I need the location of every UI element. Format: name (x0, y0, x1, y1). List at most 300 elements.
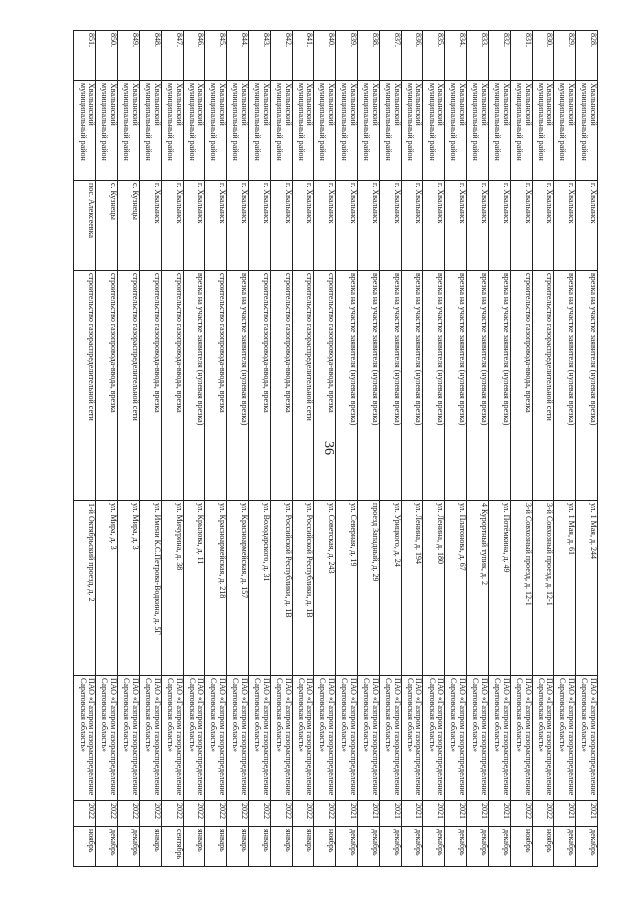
month-cell (118, 827, 140, 867)
table-row (336, 31, 358, 867)
address-cell-text: ул. Мира, д. 3 (109, 503, 119, 550)
address-cell-text: 3-й Совхозный проезд, д. 12-1 (523, 503, 533, 606)
row-number-text: 845. (218, 33, 228, 47)
row-number (423, 31, 445, 81)
address-cell-text: ул. Ленина, д. 180 (436, 503, 446, 565)
row-number-text: 832. (501, 33, 511, 47)
locality-cell (314, 181, 336, 271)
address-cell (314, 501, 336, 676)
work-type-cell (270, 271, 292, 501)
district-cell (205, 81, 227, 181)
address-cell-text: проезд Западный, д. 29 (370, 503, 380, 582)
table-row (467, 31, 489, 867)
month-cell-text: ноябрь (523, 829, 533, 853)
work-type-cell-text: врезка на участке заявителя (нулевая врезка) (589, 273, 598, 426)
locality-cell-text: г. Хвалынск (501, 183, 511, 224)
work-type-cell-text: врезка на участке заявителя (нулевая врезка) (370, 273, 380, 426)
work-type-cell-text: строительство газораспределительной сети (545, 273, 555, 421)
district-cell-text: Хвалынский муниципальный район (296, 83, 315, 161)
table-row (139, 31, 161, 867)
work-type-cell (445, 271, 467, 501)
month-cell (554, 827, 576, 867)
locality-cell (336, 181, 358, 271)
district-cell-text: Хвалынский муниципальный район (471, 83, 489, 161)
district-cell-text: Хвалынский муниципальный район (405, 83, 424, 161)
month-cell-text: декабрь (589, 829, 598, 856)
work-type-cell-text: врезка на участке заявителя (нулевая врезка) (458, 273, 468, 426)
month-cell-text: январь (261, 829, 271, 852)
district-cell-text: Хвалынский муниципальный район (209, 83, 228, 161)
company-cell (227, 676, 249, 801)
district-cell (161, 81, 183, 181)
locality-cell (379, 181, 401, 271)
row-number-text: 843. (261, 33, 271, 47)
district-cell (576, 81, 598, 181)
address-cell-text: ул. Северная, д. 19 (349, 503, 359, 567)
locality-cell (576, 181, 598, 271)
month-cell (488, 827, 510, 867)
address-cell-text: ул. Крылова, д. 11 (196, 503, 206, 565)
district-cell-text: Хвалынский муниципальный район (122, 83, 140, 161)
year-cell (183, 801, 205, 827)
month-cell (292, 827, 314, 867)
locality-cell (532, 181, 554, 271)
locality-cell (227, 181, 249, 271)
locality-cell-text: г. Хвалынск (305, 183, 315, 224)
row-number-text: 850. (109, 33, 119, 47)
work-type-cell (510, 271, 532, 501)
year-cell (532, 801, 554, 827)
district-cell-text: Хвалынский муниципальный район (231, 83, 249, 161)
year-cell (227, 801, 249, 827)
locality-cell (445, 181, 467, 271)
year-cell-text: 2021 (567, 803, 577, 819)
district-cell-text: Хвалынский муниципальный район (165, 83, 184, 161)
district-cell-text: Хвалынский муниципальный район (383, 83, 402, 161)
month-cell-text: декабрь (349, 829, 359, 856)
address-cell-text: 4 Курортный тупик, д. 2 (479, 503, 489, 585)
table-row (292, 31, 314, 867)
table-row (488, 31, 510, 867)
company-cell-text: ПАО «Газпром газораспределение Саратовская область» (427, 678, 446, 796)
work-type-cell-text: строительство газопровода-ввода, врезка (152, 273, 162, 413)
company-cell (96, 676, 118, 801)
company-cell-text: ПАО «Газпром газораспределение Саратовская область» (318, 678, 337, 796)
year-cell (292, 801, 314, 827)
address-cell-text: ул. Красноармейская, д. 157 (240, 503, 249, 599)
year-cell (314, 801, 336, 827)
address-cell-text: ул. Мира, д. 3 (130, 503, 140, 550)
locality-cell-text: г. Хвалынск (458, 183, 468, 224)
address-cell (249, 501, 271, 676)
locality-cell (118, 181, 140, 271)
district-cell-text: Хвалынский муниципальный район (100, 83, 119, 161)
month-cell (139, 827, 161, 867)
row-number-text: 848. (152, 33, 162, 47)
locality-cell (292, 181, 314, 271)
month-cell-text: январь (218, 829, 228, 852)
work-type-cell (554, 271, 576, 501)
row-number-text: 846. (196, 33, 206, 47)
locality-cell (358, 181, 380, 271)
table-row (118, 31, 140, 867)
month-cell-text: декабрь (458, 829, 468, 856)
address-cell-text: ул. Советская, д. 243 (327, 503, 337, 574)
year-cell-text: 2021 (589, 803, 598, 819)
work-type-cell (139, 271, 161, 501)
work-type-cell-text: строительство газопровода-ввода, врезка (261, 273, 271, 413)
year-cell (379, 801, 401, 827)
company-cell-text: ПАО «Газпром газораспределение Саратовская область» (231, 678, 249, 796)
table-row (270, 31, 292, 867)
year-cell-text: 2022 (523, 803, 533, 819)
locality-cell (401, 181, 423, 271)
company-cell (488, 676, 510, 801)
year-cell-text: 2022 (218, 803, 228, 819)
year-cell (510, 801, 532, 827)
year-cell-text: 2022 (545, 803, 555, 819)
year-cell (270, 801, 292, 827)
month-cell-text: январь (240, 829, 249, 852)
month-cell-text: январь (283, 829, 293, 852)
locality-cell (423, 181, 445, 271)
month-cell (379, 827, 401, 867)
company-cell-text: ПАО «Газпром газораспределение Саратовская область» (165, 678, 184, 796)
month-cell (336, 827, 358, 867)
row-number-text: 834. (458, 33, 468, 47)
work-type-cell-text: врезка на участке заявителя (нулевая врезка) (349, 273, 359, 426)
month-cell (510, 827, 532, 867)
table-row (183, 31, 205, 867)
address-cell-text: ул. 1 Мая, д. 61 (567, 503, 577, 556)
locality-cell (467, 181, 489, 271)
address-cell-text: 1-й Октябрьский проезд, д. 2 (87, 503, 97, 602)
work-type-cell (161, 271, 183, 501)
row-number (379, 31, 401, 81)
company-cell-text: ПАО «Газпром газораспределение Саратовская область» (122, 678, 140, 796)
work-type-cell-text: строительство газопровода-ввода, врезка (218, 273, 228, 413)
company-cell (205, 676, 227, 801)
year-cell-text: 2022 (305, 803, 315, 819)
work-type-cell (576, 271, 598, 501)
year-cell-text: 2022 (196, 803, 206, 819)
year-cell (74, 801, 96, 827)
district-cell (467, 81, 489, 181)
row-number-text: 841. (305, 33, 315, 47)
month-cell (227, 827, 249, 867)
company-cell (336, 676, 358, 801)
page-number: 36 (321, 441, 336, 455)
gasification-table (74, 30, 599, 867)
district-cell-text: Хвалынский муниципальный район (253, 83, 271, 161)
row-number (74, 31, 96, 81)
locality-cell-text: г. Хвалынск (261, 183, 271, 224)
month-cell (161, 827, 183, 867)
year-cell (423, 801, 445, 827)
table-row (423, 31, 445, 867)
month-cell-text: декабрь (414, 829, 424, 856)
month-cell (576, 827, 598, 867)
company-cell-text: ПАО «Газпром газораспределение Саратовская область» (580, 678, 598, 796)
locality-cell-text: г. Хвалынск (479, 183, 489, 224)
locality-cell-text: г. Хвалынск (240, 183, 249, 224)
row-number-text: 847. (174, 33, 184, 47)
month-cell-text: ноябрь (327, 829, 337, 853)
locality-cell-text: г. Хвалынск (327, 183, 337, 224)
month-cell (249, 827, 271, 867)
row-number (336, 31, 358, 81)
company-cell-text: ПАО «Газпром газораспределение Саратовская область» (143, 678, 162, 796)
company-cell-text: ПАО «Газпром газораспределение Саратовская область» (492, 678, 511, 796)
district-cell-text: Хвалынский муниципальный район (449, 83, 468, 161)
year-cell (488, 801, 510, 827)
month-cell (74, 827, 96, 867)
company-cell (576, 676, 598, 801)
year-cell-text: 2021 (392, 803, 402, 819)
row-number (532, 31, 554, 81)
locality-cell (510, 181, 532, 271)
row-number (227, 31, 249, 81)
year-cell (576, 801, 598, 827)
district-cell-text: Хвалынский муниципальный район (362, 83, 380, 161)
address-cell-text: 3-й Совхозный проезд, д. 12-1 (545, 503, 555, 606)
address-cell (292, 501, 314, 676)
company-cell-text: ПАО «Газпром газораспределение Саратовская область» (449, 678, 468, 796)
row-number-text: 829. (567, 33, 577, 47)
address-cell-text: ул. Володарского, д. 31 (261, 503, 271, 582)
address-cell (488, 501, 510, 676)
year-cell-text: 2022 (109, 803, 119, 819)
locality-cell-text: г. Хвалынск (545, 183, 555, 224)
company-cell (358, 676, 380, 801)
address-cell (205, 501, 227, 676)
company-cell (118, 676, 140, 801)
district-cell (270, 81, 292, 181)
month-cell (183, 827, 205, 867)
month-cell-text: январь (305, 829, 315, 852)
district-cell (423, 81, 445, 181)
year-cell-text: 2021 (501, 803, 511, 819)
company-cell-text: ПАО «Газпром газораспределение Саратовская область» (209, 678, 228, 796)
district-cell-text: Хвалынский муниципальный район (558, 83, 577, 161)
company-cell-text: ПАО «Газпром газораспределение Саратовская область» (78, 678, 97, 796)
table-row (314, 31, 336, 867)
company-cell-text: ПАО «Газпром газораспределение Саратовская область» (362, 678, 380, 796)
month-cell-text: сентябрь (174, 829, 184, 860)
work-type-cell (74, 271, 96, 501)
row-number-text: 833. (479, 33, 489, 47)
work-type-cell-text: строительство газопровода-ввода, врезка (109, 273, 119, 413)
locality-cell-text: г. Хвалынск (196, 183, 206, 224)
district-cell (401, 81, 423, 181)
row-number (445, 31, 467, 81)
month-cell (532, 827, 554, 867)
locality-cell-text: г. Хвалынск (174, 183, 184, 224)
month-cell (445, 827, 467, 867)
address-cell (139, 501, 161, 676)
work-type-cell-text: строительство газопровода-ввода, врезка (523, 273, 533, 413)
month-cell (205, 827, 227, 867)
month-cell-text: декабрь (392, 829, 402, 856)
address-cell (358, 501, 380, 676)
month-cell-text: декабрь (479, 829, 489, 856)
district-cell (488, 81, 510, 181)
locality-cell-text: г. Хвалынск (523, 183, 533, 224)
locality-cell-text: г. Хвалынск (589, 183, 598, 224)
table-row (445, 31, 467, 867)
district-cell-text: Хвалынский муниципальный район (514, 83, 533, 161)
work-type-cell (96, 271, 118, 501)
row-number (554, 31, 576, 81)
table-row (74, 31, 96, 867)
row-number-text: 830. (545, 33, 555, 47)
work-type-cell-text: строительство газораспределительной сети (130, 273, 140, 421)
work-type-cell (401, 271, 423, 501)
district-cell (96, 81, 118, 181)
work-type-cell (118, 271, 140, 501)
company-cell-text: ПАО «Газпром газораспределение Саратовская область» (405, 678, 424, 796)
year-cell-text: 2022 (283, 803, 293, 819)
address-cell (183, 501, 205, 676)
work-type-cell (532, 271, 554, 501)
company-cell (467, 676, 489, 801)
address-cell-text: ул. Мичурина, д. 38 (174, 503, 184, 571)
address-cell-text: ул. Имени К.С.Петрова-Водкина, д. 5Г (152, 503, 162, 635)
address-cell-text: ул. 1 Мая, д. 244 (589, 503, 598, 560)
district-cell (554, 81, 576, 181)
month-cell (401, 827, 423, 867)
year-cell (205, 801, 227, 827)
address-cell (336, 501, 358, 676)
district-cell-text: Хвалынский муниципальный район (427, 83, 446, 161)
year-cell-text: 2022 (327, 803, 337, 819)
row-number (292, 31, 314, 81)
company-cell (183, 676, 205, 801)
district-cell (314, 81, 336, 181)
work-type-cell-text: врезка на участке заявителя (нулевая врезка) (436, 273, 446, 426)
company-cell (161, 676, 183, 801)
row-number (139, 31, 161, 81)
month-cell-text: ноябрь (87, 829, 97, 853)
month-cell-text: декабрь (567, 829, 577, 856)
work-type-cell (379, 271, 401, 501)
district-cell-text: Хвалынский муниципальный район (536, 83, 555, 161)
work-type-cell (423, 271, 445, 501)
address-cell (467, 501, 489, 676)
row-number (358, 31, 380, 81)
company-cell (554, 676, 576, 801)
district-cell-text: Хвалынский муниципальный район (274, 83, 293, 161)
year-cell (336, 801, 358, 827)
district-cell-text: Хвалынский муниципальный район (492, 83, 511, 161)
year-cell-text: 2022 (130, 803, 140, 819)
district-cell (379, 81, 401, 181)
row-number (161, 31, 183, 81)
year-cell (96, 801, 118, 827)
month-cell-text: декабрь (130, 829, 140, 856)
row-number (488, 31, 510, 81)
month-cell-text: декабрь (370, 829, 380, 856)
year-cell (139, 801, 161, 827)
row-number (401, 31, 423, 81)
district-cell (249, 81, 271, 181)
work-type-cell-text: врезка на участке заявителя (нулевая врезка) (479, 273, 489, 426)
table-row (358, 31, 380, 867)
month-cell-text: январь (152, 829, 162, 852)
address-cell (423, 501, 445, 676)
table-row (96, 31, 118, 867)
address-cell-text: ул. Российской Республики, д. 1В (283, 503, 293, 618)
locality-cell-text: г. Хвалынск (567, 183, 577, 224)
year-cell-text: 2021 (436, 803, 446, 819)
month-cell-text: декабрь (109, 829, 119, 856)
row-number (510, 31, 532, 81)
table-body (74, 31, 598, 867)
district-cell (74, 81, 96, 181)
address-cell-text: ул. Красноармейская, д. 218 (218, 503, 228, 599)
work-type-cell (314, 271, 336, 501)
company-cell-text: ПАО «Газпром газораспределение Саратовская область» (187, 678, 206, 796)
month-cell (96, 827, 118, 867)
district-cell-text: Хвалынский муниципальный район (78, 83, 97, 161)
company-cell (423, 676, 445, 801)
district-cell (118, 81, 140, 181)
locality-cell (554, 181, 576, 271)
work-type-cell-text: строительство газораспределительной сети (305, 273, 315, 421)
address-cell (510, 501, 532, 676)
work-type-cell-text: строительство газопровода-ввода, врезка (174, 273, 184, 413)
work-type-cell-text: врезка на участке заявителя (нулевая врезка) (567, 273, 577, 426)
company-cell-text: ПАО «Газпром газораспределение Саратовская область» (296, 678, 315, 796)
address-cell-text: ул. Платонова, д. 67 (458, 503, 468, 571)
district-cell (227, 81, 249, 181)
year-cell-text: 2021 (370, 803, 380, 819)
work-type-cell-text: строительство газопровода-ввода, врезка (327, 273, 337, 413)
year-cell-text: 2022 (152, 803, 162, 819)
work-type-cell-text: строительство газораспределительной сети (87, 273, 97, 421)
year-cell (445, 801, 467, 827)
district-cell (139, 81, 161, 181)
address-cell (532, 501, 554, 676)
row-number-text: 831. (523, 33, 533, 47)
row-number (314, 31, 336, 81)
table-row (161, 31, 183, 867)
district-cell (445, 81, 467, 181)
row-number (270, 31, 292, 81)
address-cell-text: ул. Ленина, д. 194 (414, 503, 424, 565)
locality-cell (488, 181, 510, 271)
row-number (118, 31, 140, 81)
row-number (96, 31, 118, 81)
year-cell (467, 801, 489, 827)
district-cell (358, 81, 380, 181)
locality-cell (270, 181, 292, 271)
company-cell (314, 676, 336, 801)
work-type-cell-text: врезка на участке заявителя (нулевая врезка) (392, 273, 402, 426)
address-cell-text: ул. Потёмкина, д. 49 (501, 503, 511, 573)
work-type-cell-text: врезка на участке заявителя (нулевая врезка) (196, 273, 206, 426)
address-cell (401, 501, 423, 676)
locality-cell-text: г. Хвалынск (392, 183, 402, 224)
year-cell-text: 2021 (458, 803, 468, 819)
locality-cell-text: г. Хвалынск (370, 183, 380, 224)
row-number-text: 838. (370, 33, 380, 47)
month-cell (314, 827, 336, 867)
row-number (183, 31, 205, 81)
district-cell (183, 81, 205, 181)
row-number-text: 839. (349, 33, 359, 47)
company-cell-text: ПАО «Газпром газораспределение Саратовская область» (274, 678, 293, 796)
